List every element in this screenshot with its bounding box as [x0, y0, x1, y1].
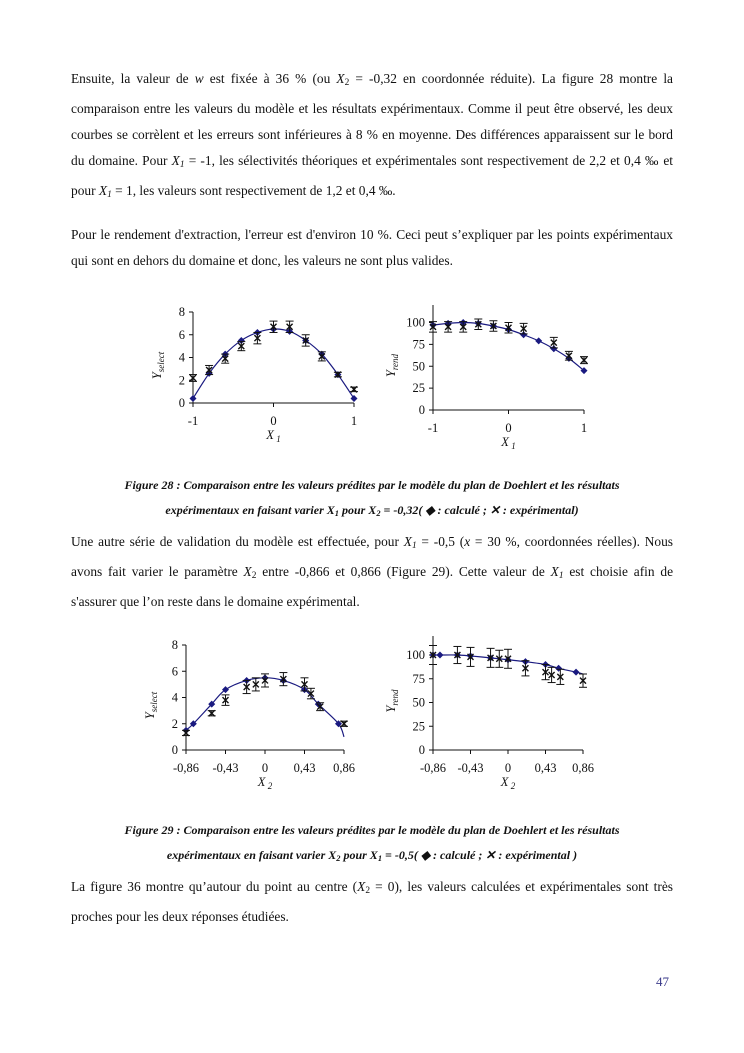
y-axis-label: $Y_{select}$	[143, 691, 159, 720]
y-tick-label: 2	[178, 373, 185, 388]
y-axis-label: $Y_{rend}$	[384, 353, 400, 378]
calculated-point	[555, 665, 562, 672]
page-number: 47	[656, 974, 669, 989]
y-tick-label: 8	[178, 305, 185, 319]
text-run: Ensuite, la valeur de	[71, 71, 195, 86]
calculated-point	[573, 669, 580, 676]
text-run: = 0), les valeurs calculées et expérimentales sont très proches pour les deux réponses étudiées.	[71, 879, 673, 924]
text-run: 1	[377, 854, 382, 863]
y-tick-label: 75	[412, 671, 425, 686]
text-run: X	[357, 879, 366, 894]
x-tick-label: -0,43	[457, 761, 484, 775]
x-tick-label: -0,86	[172, 761, 200, 775]
y-axis-label: $Y_{select}$	[150, 351, 166, 380]
text-run: = -0,5( ◆ : calculé ; ✕ : expérimental )	[382, 848, 578, 862]
y-tick-label: 25	[412, 381, 425, 396]
text-run: = 1, les valeurs sont respectivement de 1,2 et 0,4 ‰.	[111, 183, 396, 198]
y-tick-label: 75	[412, 337, 425, 352]
caption-line-1: Figure 29 : Comparaison entre les valeurs prédites par le modèle du plan de Doehlert et les résultats	[124, 823, 620, 837]
text-run: La figure 36 montre qu’autour du point au centre (	[71, 879, 358, 894]
x-tick-label: -1	[427, 421, 439, 435]
x-axis-label: X $_2$	[500, 775, 516, 791]
text-run: 2	[344, 78, 350, 88]
x-tick-label: -0,86	[419, 761, 447, 775]
x-tick-label: -1	[187, 414, 199, 428]
text-run: = 30 %, coordonnées réelles). Nous avons fait varier le paramètre	[71, 534, 673, 579]
figure-29-caption	[71, 818, 673, 871]
x-tick-label: 0,86	[333, 761, 355, 775]
x-tick-label: 0	[505, 421, 512, 435]
x-tick-label: 1	[580, 421, 588, 435]
y-tick-label: 4	[178, 350, 185, 365]
x-tick-label: 0,43	[534, 761, 557, 775]
x-tick-label: 0	[270, 414, 277, 428]
text-run: 2	[376, 509, 381, 518]
text-run: X	[550, 564, 559, 579]
text-run: w	[194, 71, 204, 86]
x-tick-label: 0	[261, 761, 269, 775]
text-run: = -1, les sélectivités théoriques et expérimentales sont respectivement de 2,2 et 0,4 ‰ et pour	[71, 153, 673, 198]
y-tick-label: 0	[418, 403, 425, 417]
x-axis-label: X $_1$	[501, 435, 516, 451]
y-tick-label: 2	[171, 716, 178, 731]
y-tick-label: 4	[171, 690, 178, 705]
text-run: X	[98, 183, 108, 198]
text-run: X	[336, 71, 345, 86]
y-tick-label: 0	[171, 743, 178, 757]
text-run: 2	[365, 886, 371, 896]
text-run: X	[171, 153, 180, 168]
text-run: 1	[107, 190, 112, 200]
y-tick-label: 0	[178, 396, 185, 410]
y-tick-label: 0	[418, 743, 425, 757]
text-run: pour X	[338, 503, 377, 517]
y-tick-label: 50	[412, 359, 425, 374]
text-run: 1	[558, 571, 564, 581]
caption-line-2	[71, 843, 673, 871]
text-run: = -0,32 en coordonnée réduite). La figure 28 montre la comparaison entre les valeurs du modèle et les résultats expérimentaux. Comme il peut être observé, les deux courbes se corrèlent et les erreurs sont inférieures à 8 % en moyenne. Des différences apparaissent sur le bord du domaine. Pour	[71, 71, 673, 168]
text-run: est fixée à 36 % (ou	[203, 71, 337, 86]
text-run: Une autre série de validation du modèle est effectuée, pour	[71, 534, 404, 549]
y-axis-label: $Y_{rend}$	[384, 689, 400, 713]
y-tick-label: 50	[412, 695, 425, 710]
text-run: expérimentaux en faisant varier X	[166, 848, 337, 862]
text-run: X	[403, 534, 412, 549]
y-tick-label: 100	[406, 315, 425, 330]
text-run: Pour le rendement d'extraction, l'erreur est d'environ 10 %. Ceci peut s’expliquer par les points expérimentaux qui sont en dehors du domaine et donc, les valeurs ne sont plus valides.	[71, 227, 673, 268]
text-run: x	[464, 534, 471, 549]
y-tick-label: 6	[171, 664, 178, 679]
text-run: = -0,5 (	[416, 534, 465, 549]
x-tick-label: 0,43	[293, 761, 316, 775]
x-tick-label: 1	[350, 414, 358, 428]
x-axis-label: X $_2$	[257, 775, 273, 791]
caption-line-1: Figure 28 : Comparaison entre les valeurs prédites par le modèle du plan de Doehlert et les résultats	[124, 478, 620, 492]
text-run: 1	[334, 509, 339, 518]
y-tick-label: 100	[406, 648, 425, 662]
text-run: 2	[336, 854, 341, 863]
text-run: 2	[251, 571, 257, 581]
text-run: est choisie afin de s'assurer que l’on reste dans le domaine expérimental.	[71, 564, 674, 609]
text-run: pour X	[340, 848, 378, 862]
y-tick-label: 8	[171, 638, 178, 652]
text-run: = -0,32( ◆ : calculé ; ✕ : expérimental)	[380, 503, 579, 517]
x-tick-label: 0	[504, 761, 512, 775]
text-run: 1	[411, 541, 417, 551]
x-tick-label: 0,86	[572, 761, 594, 775]
text-run: 1	[179, 160, 185, 170]
y-tick-label: 25	[412, 719, 425, 734]
calculated-point	[436, 652, 443, 659]
x-axis-label: X $_1$	[266, 428, 281, 444]
y-tick-label: 6	[178, 327, 185, 342]
text-run: X	[243, 564, 252, 579]
paragraph-4	[71, 874, 673, 930]
x-tick-label: -0,43	[212, 761, 239, 775]
text-run: expérimentaux en faisant varier X	[165, 503, 335, 517]
text-run: entre -0,866 et 0,866 (Figure 29). Cette valeur de	[256, 564, 551, 579]
